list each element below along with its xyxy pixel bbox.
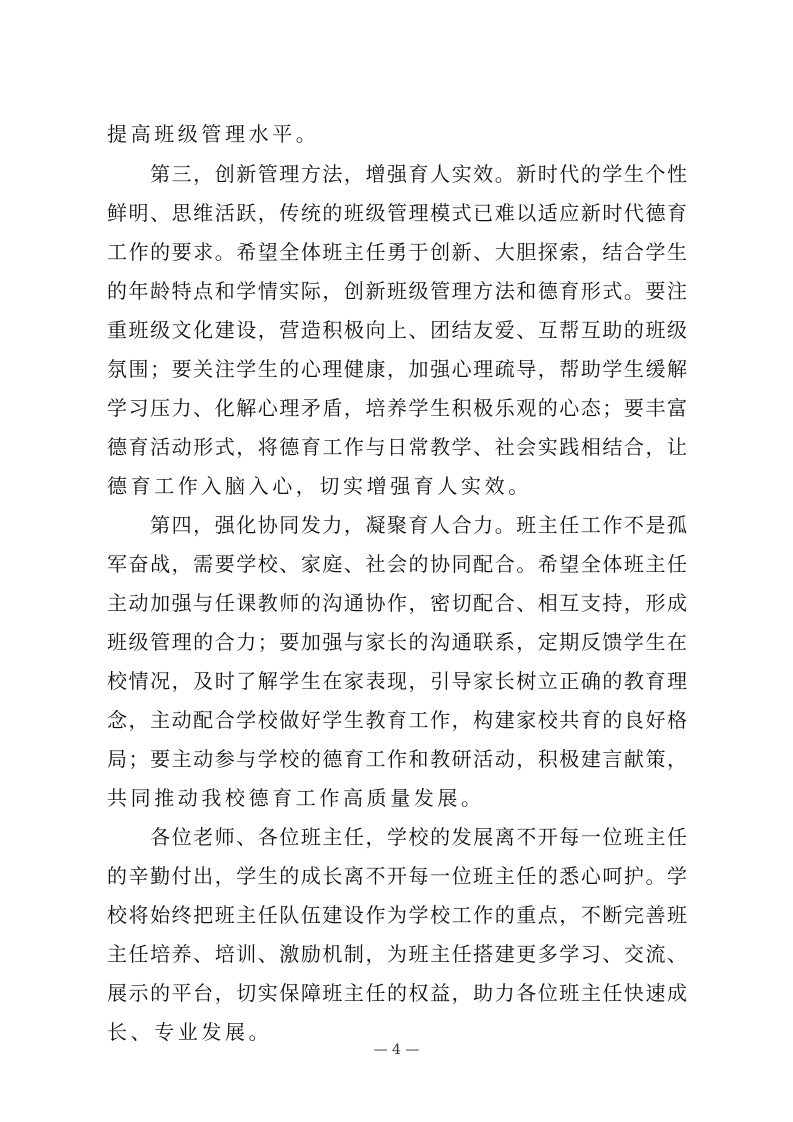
- text-line: 第四，强化协同发力，凝聚育人合力。班主任工作不是孤: [107, 513, 687, 537]
- text-line: 军奋战，需要学校、家庭、社会的协同配合。希望全体班主任: [107, 552, 687, 576]
- text-line: 鲜明、思维活跃，传统的班级管理模式已难以适应新时代德育: [107, 201, 687, 225]
- text-line: 工作的要求。希望全体班主任勇于创新、大胆探索，结合学生: [107, 240, 687, 264]
- text-line: 德育活动形式，将德育工作与日常教学、社会实践相结合，让: [107, 435, 687, 459]
- text-line: 主任培养、培训、激励机制，为班主任搭建更多学习、交流、: [107, 942, 687, 966]
- text-line: 提高班级管理水平。: [107, 122, 320, 146]
- text-line: 长、专业发展。: [107, 1020, 273, 1044]
- text-line: 展示的平台，切实保障班主任的权益，助力各位班主任快速成: [107, 981, 687, 1005]
- text-line: 第三，创新管理方法，增强育人实效。新时代的学生个性: [107, 162, 687, 186]
- text-line: 校将始终把班主任队伍建设作为学校工作的重点，不断完善班: [107, 903, 687, 927]
- text-line: 局；要主动参与学校的德育工作和教研活动，积极建言献策，: [107, 747, 687, 771]
- page-number: — 4 —: [373, 1042, 420, 1058]
- text-line: 各位老师、各位班主任，学校的发展离不开每一位班主任: [107, 825, 687, 849]
- text-line: 的辛勤付出，学生的成长离不开每一位班主任的悉心呵护。学: [107, 864, 687, 888]
- text-line: 德育工作入脑入心，切实增强育人实效。: [107, 474, 532, 498]
- text-line: 学习压力、化解心理矛盾，培养学生积极乐观的心态；要丰富: [107, 396, 687, 420]
- text-line: 氛围；要关注学生的心理健康，加强心理疏导，帮助学生缓解: [107, 357, 687, 381]
- text-line: 主动加强与任课教师的沟通协作，密切配合、相互支持，形成: [107, 591, 687, 615]
- text-line: 的年龄特点和学情实际，创新班级管理方法和德育形式。要注: [107, 279, 687, 303]
- text-line: 校情况，及时了解学生在家表现，引导家长树立正确的教育理: [107, 669, 687, 693]
- text-line: 重班级文化建设，营造积极向上、团结友爱、互帮互助的班级: [107, 318, 687, 342]
- text-line: 念，主动配合学校做好学生教育工作，构建家校共育的良好格: [107, 708, 687, 732]
- text-line: 共同推动我校德育工作高质量发展。: [107, 786, 485, 810]
- text-line: 班级管理的合力；要加强与家长的沟通联系，定期反馈学生在: [107, 630, 687, 654]
